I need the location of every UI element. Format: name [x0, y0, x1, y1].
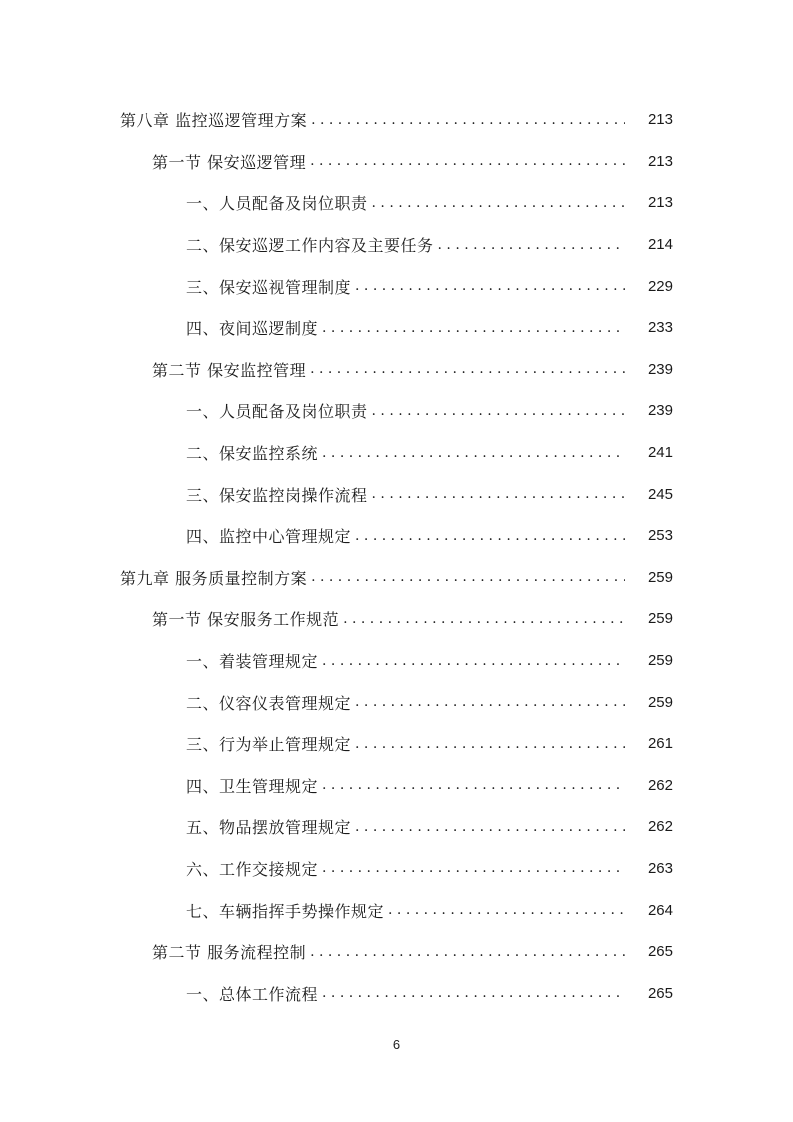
- table-of-contents: [0, 99, 793, 1014]
- toc-entry[interactable]: [0, 889, 793, 931]
- toc-entry-page: 233: [647, 319, 673, 337]
- toc-entry-title: 第一节 保安巡逻管理: [152, 152, 307, 172]
- toc-entry-title: 四、夜间巡逻制度: [186, 319, 319, 339]
- toc-entry[interactable]: [0, 473, 793, 515]
- toc-entry-page: 259: [647, 610, 673, 628]
- toc-entry[interactable]: [0, 141, 793, 183]
- toc-dot-leader: [438, 237, 625, 253]
- toc-entry[interactable]: [0, 931, 793, 973]
- toc-entry[interactable]: [0, 972, 793, 1014]
- toc-entry-title: 第一节 保安服务工作规范: [152, 610, 340, 630]
- toc-dot-leader: [310, 153, 625, 169]
- toc-entry[interactable]: [0, 598, 793, 640]
- toc-entry-title: 第二节 服务流程控制: [152, 943, 307, 963]
- toc-entry-title: 三、保安巡视管理制度: [186, 277, 352, 297]
- toc-entry[interactable]: [0, 99, 793, 141]
- toc-entry-page: 213: [647, 152, 673, 170]
- toc-entry-page: 245: [647, 485, 673, 503]
- toc-dot-leader: [355, 694, 625, 710]
- toc-dot-leader: [355, 736, 625, 752]
- toc-entry-title: 四、监控中心管理规定: [186, 527, 352, 547]
- toc-entry[interactable]: [0, 265, 793, 307]
- toc-entry[interactable]: [0, 307, 793, 349]
- toc-entry[interactable]: [0, 224, 793, 266]
- toc-dot-leader: [322, 445, 625, 461]
- toc-dot-leader: [311, 569, 625, 585]
- toc-entry-title: 第九章 服务质量控制方案: [120, 568, 308, 588]
- toc-dot-leader: [322, 985, 625, 1001]
- page-number: 6: [392, 1037, 401, 1052]
- toc-entry-title: 三、保安监控岗操作流程: [186, 485, 368, 505]
- toc-dot-leader: [310, 944, 625, 960]
- toc-entry[interactable]: [0, 765, 793, 807]
- toc-entry-page: 241: [647, 444, 673, 462]
- toc-entry-page: 265: [647, 984, 673, 1002]
- toc-dot-leader: [343, 611, 625, 627]
- toc-entry[interactable]: [0, 515, 793, 557]
- toc-dot-leader: [310, 361, 625, 377]
- toc-entry-title: 一、人员配备及岗位职责: [186, 194, 368, 214]
- toc-entry-title: 二、仪容仪表管理规定: [186, 693, 352, 713]
- toc-dot-leader: [322, 320, 625, 336]
- toc-entry-title: 第二节 保安监控管理: [152, 360, 307, 380]
- toc-dot-leader: [355, 278, 625, 294]
- toc-entry-page: 261: [647, 735, 673, 753]
- toc-entry[interactable]: [0, 640, 793, 682]
- toc-dot-leader: [372, 486, 625, 502]
- toc-entry-page: 262: [647, 818, 673, 836]
- toc-entry[interactable]: [0, 848, 793, 890]
- toc-entry-title: 一、总体工作流程: [186, 984, 319, 1004]
- toc-dot-leader: [372, 195, 625, 211]
- toc-entry[interactable]: [0, 681, 793, 723]
- toc-entry-title: 二、保安巡逻工作内容及主要任务: [186, 236, 434, 256]
- toc-entry[interactable]: [0, 349, 793, 391]
- toc-entry-title: 五、物品摆放管理规定: [186, 818, 352, 838]
- toc-entry-page: 239: [647, 402, 673, 420]
- toc-entry-title: 二、保安监控系统: [186, 444, 319, 464]
- toc-dot-leader: [311, 112, 625, 128]
- toc-entry-title: 一、人员配备及岗位职责: [186, 402, 368, 422]
- toc-entry-page: 265: [647, 943, 673, 961]
- toc-dot-leader: [322, 653, 625, 669]
- toc-entry-page: 229: [647, 277, 673, 295]
- toc-entry[interactable]: [0, 806, 793, 848]
- toc-entry-page: 239: [647, 360, 673, 378]
- toc-entry[interactable]: [0, 390, 793, 432]
- toc-entry-title: 第八章 监控巡逻管理方案: [120, 111, 308, 131]
- toc-entry-page: 259: [647, 693, 673, 711]
- toc-dot-leader: [372, 403, 625, 419]
- toc-entry-page: 263: [647, 859, 673, 877]
- toc-dot-leader: [355, 819, 625, 835]
- toc-entry-title: 一、着装管理规定: [186, 652, 319, 672]
- toc-entry-page: 213: [647, 111, 673, 129]
- toc-entry[interactable]: [0, 557, 793, 599]
- toc-entry-page: 259: [647, 652, 673, 670]
- toc-entry-title: 三、行为举止管理规定: [186, 735, 352, 755]
- toc-entry-page: 253: [647, 527, 673, 545]
- toc-dot-leader: [388, 902, 625, 918]
- toc-entry-title: 六、工作交接规定: [186, 859, 319, 879]
- toc-entry-page: 262: [647, 776, 673, 794]
- toc-entry-title: 四、卫生管理规定: [186, 776, 319, 796]
- toc-entry-page: 259: [647, 568, 673, 586]
- toc-dot-leader: [322, 860, 625, 876]
- toc-entry-page: 213: [647, 194, 673, 212]
- toc-entry[interactable]: [0, 432, 793, 474]
- toc-dot-leader: [355, 528, 625, 544]
- toc-entry[interactable]: [0, 723, 793, 765]
- toc-dot-leader: [322, 777, 625, 793]
- toc-entry-page: 264: [647, 901, 673, 919]
- toc-entry-page: 214: [647, 236, 673, 254]
- toc-entry[interactable]: [0, 182, 793, 224]
- toc-entry-title: 七、车辆指挥手势操作规定: [186, 901, 385, 921]
